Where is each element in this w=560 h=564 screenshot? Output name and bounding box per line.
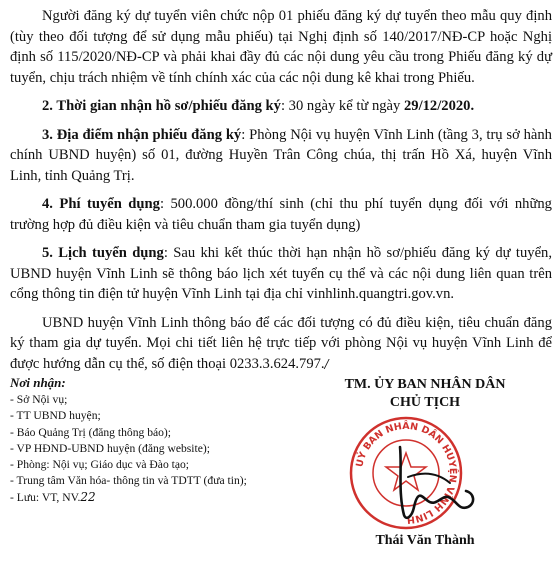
recipient-item: - Trung tâm Văn hóa- thông tin và TDTT (đưa tin);	[10, 474, 247, 488]
handwritten-signature-icon	[378, 437, 488, 527]
signature-block	[300, 375, 550, 560]
closing-handmark: /	[324, 356, 329, 371]
recipient-item: - Lưu: VT, NV.22	[10, 490, 96, 505]
signing-organization: TM. ỦY BAN NHÂN DÂN	[344, 377, 506, 392]
recipient-item: - TT UBND huyện;	[10, 409, 101, 423]
location-paragraph: 3. Địa điểm nhận phiếu đăng ký: Phòng Nội vụ huyện Vĩnh Linh (tầng 3, trụ sở hành chính UBND huyện) số 01, đường Huyền Trân Công chúa, thị trấn Hồ Xá, huyện Vĩnh Linh, tỉnh Quảng Trị.	[10, 126, 552, 184]
receipt-time-paragraph: 2. Thời gian nhận hồ sơ/phiếu đăng ký: 30 ngày kể từ ngày 29/12/2020.	[42, 98, 475, 114]
recipients-list	[10, 392, 310, 506]
receipt-time-heading: 2. Thời gian nhận hồ sơ/phiếu đăng ký	[42, 98, 281, 114]
recipient-handnote: 22	[80, 490, 96, 505]
fee-heading: 4. Phí tuyển dụng	[42, 196, 160, 212]
intro-paragraph: Người đăng ký dự tuyển viên chức nộp 01 phiếu đăng ký dự tuyển theo mẫu quy định (tùy theo đối tượng để sử dụng mẫu phiếu) tại Nghị định số 140/2017/NĐ-CP hoặc Nghị định số 115/2020/NĐ-CP và phải khai đầy đủ các nội dung yêu cầu trong Phiếu đăng ký dự tuyển, chịu trách nhiệm về tính chính xác của các nội dung kê khai trong Phiếu.	[10, 8, 552, 86]
document-body	[10, 6, 552, 377]
recipient-item: - Phòng: Nội vụ; Giáo dục và Đào tạo;	[10, 458, 190, 472]
recipients-title: Nơi nhận:	[10, 375, 66, 390]
signer-name: Thái Văn Thành	[375, 533, 475, 548]
fee-paragraph: 4. Phí tuyển dụng: 500.000 đồng/thí sinh (chỉ thu phí tuyển dụng đối với những trường hợp đủ điều kiện và tiêu chuẩn tham gia tuyển dụng)	[10, 196, 552, 233]
schedule-heading: 5. Lịch tuyển dụng	[42, 245, 164, 261]
recipient-item: - VP HĐND-UBND huyện (đăng website);	[10, 441, 210, 455]
deadline-date: 29/12/2020.	[403, 98, 475, 114]
schedule-paragraph: 5. Lịch tuyển dụng: Sau khi kết thúc thời hạn nhận hồ sơ/phiếu đăng ký dự tuyển, UBND huyện Vĩnh Linh sẽ thông báo lịch xét tuyển cụ thể và các nội dung liên quan trên cổng thông tin điện tử huyện Vĩnh Linh tại địa chỉ vinhlinh.quangtri.gov.vn.	[10, 245, 552, 302]
recipients-block	[10, 375, 310, 507]
recipient-item: - Báo Quảng Trị (đăng thông báo);	[10, 425, 172, 439]
signing-role: CHỦ TỊCH	[389, 395, 461, 410]
closing-paragraph: UBND huyện Vĩnh Linh thông báo để các đối tượng có đủ điều kiện, tiêu chuẩn đăng ký tham gia dự tuyển. Mọi chi tiết liên hệ trực tiếp với phòng Nội vụ huyện Vĩnh Linh để được hướng dẫn cụ thể, số điện thoại 0233.3.624.797./	[10, 314, 552, 372]
recipient-item: - Sở Nội vụ;	[10, 393, 68, 407]
seal-text: UỶ BAN NHÂN DÂN HUYỆN VĨNH LINH	[354, 420, 459, 526]
location-heading: 3. Địa điểm nhận phiếu đăng ký	[42, 126, 242, 143]
